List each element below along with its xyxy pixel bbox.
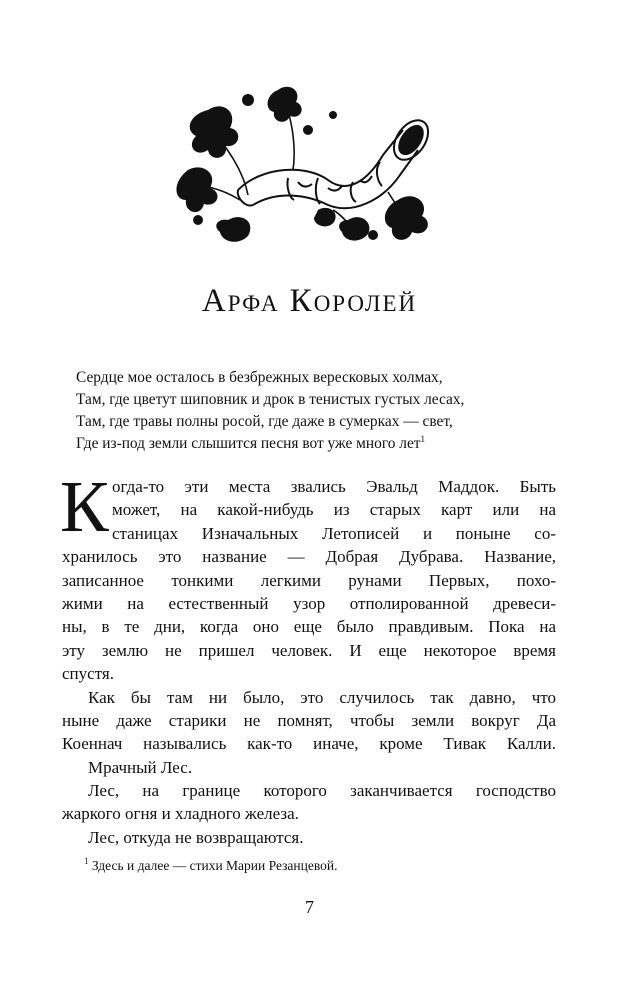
text-line: жими на естественный узор отполированной древеси- — [62, 593, 556, 613]
text-line: эту землю не пришел человек. И еще некоторое время — [62, 640, 556, 660]
footnote-number: 1 — [84, 856, 89, 866]
text-line: может, на какой-нибудь из старых карт или на — [112, 500, 556, 520]
text-line: Как бы там ни было, это случилось так давно, что — [88, 687, 556, 707]
page-number: 7 — [305, 897, 314, 917]
body-text — [62, 475, 556, 849]
text-line: жаркого огня и хладного железа. — [62, 804, 299, 824]
chapter-title: Арфа Королей — [201, 283, 418, 319]
text-line: Лес, на границе которого заканчивается господство — [88, 781, 556, 801]
drop-cap: К — [60, 466, 109, 547]
text-line: хранилось это название — Добрая Дубрава. Название, — [62, 547, 556, 567]
epigraph-line: Где из-под земли слышится песня вот уже много лет$^1$ — [76, 434, 426, 452]
footnote-text: Здесь и далее — стихи Марии Резанцевой. — [91, 858, 338, 873]
horn-with-oak-leaves-icon — [168, 70, 458, 250]
text-line: огда-то эти места звались Эвальд Маддок. Быть — [112, 477, 556, 496]
text-line: спустя. — [62, 664, 114, 684]
epigraph-line: Сердце мое осталось в безбрежных вересковых холмах, — [76, 369, 443, 386]
footnote-mark[interactable]: 1 — [420, 434, 426, 444]
text-line: ны, в те дни, когда оно еще было правдивым. Пока на — [62, 617, 556, 637]
text-line: записанное тонкими легкими рунами Первых, похо- — [62, 570, 556, 590]
epigraph-line: Там, где цветут шиповник и дрок в тенистых густых лесах, — [76, 391, 465, 408]
text-line: Мрачный Лес. — [88, 757, 193, 777]
text-line: Коеннач назывались как-то иначе, кроме Тивак Калли. — [62, 734, 556, 754]
text-line: Лес, откуда не возвращаются. — [88, 827, 304, 847]
epigraph — [76, 367, 556, 455]
text-line: станицах Изначальных Летописей и поныне со- — [112, 523, 556, 543]
epigraph-line: Там, где травы полны росой, где даже в сумерках — свет, — [76, 413, 453, 430]
text-line: ныне даже старики не помнят, чтобы земли вокруг Да — [62, 710, 556, 730]
footnote — [84, 858, 338, 874]
